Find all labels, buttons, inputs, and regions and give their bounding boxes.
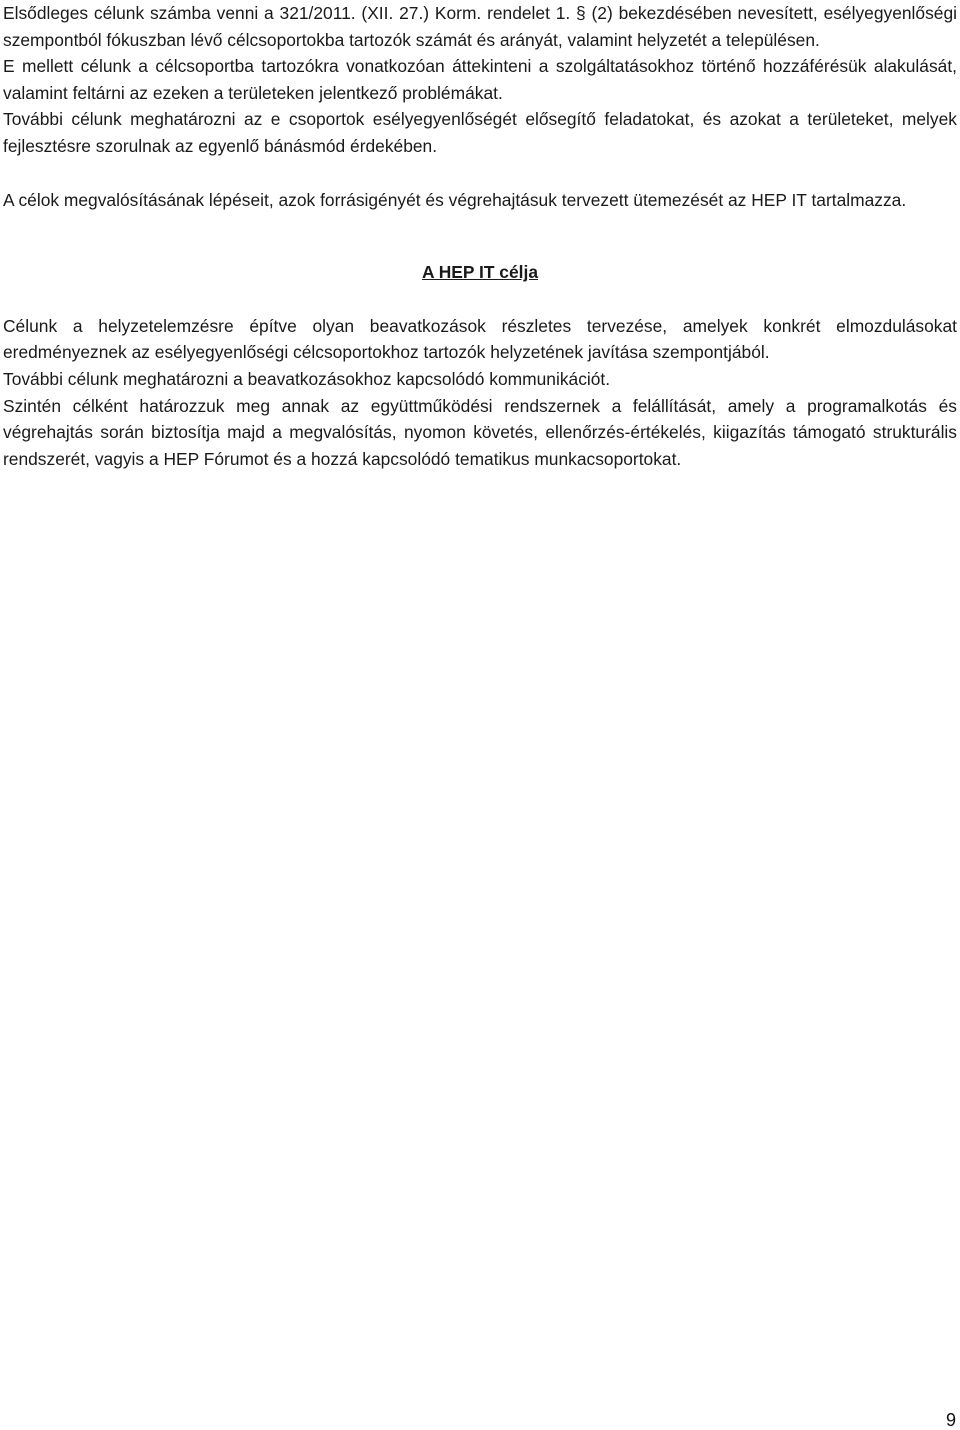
paragraph-communication: További célunk meghatározni a beavatkozásokhoz kapcsolódó kommunikációt. bbox=[3, 368, 611, 389]
spacer bbox=[3, 213, 957, 259]
paragraph-intervention-planning: Célunk a helyzetelemzésre építve olyan beavatkozások részletes tervezése, amelyek konkrét elmozdulásokat eredményeznek az esélyegyenlőségi célcsoportokhoz tartozók helyzetének javítása szempontjából. bbox=[3, 315, 957, 363]
spacer bbox=[3, 160, 957, 187]
section-title: A HEP IT célja bbox=[422, 262, 538, 283]
page-number: 9 bbox=[945, 1410, 956, 1430]
spacer bbox=[3, 286, 957, 313]
paragraph-cooperation-system: Szintén célként határozzuk meg annak az együttműködési rendszernek a felállítását, amely a programalkotás és végrehajtás során biztosítja majd a megvalósítás, nyomon követés, ellenőrzés-értékelés, kiigazítás támogató strukturális rendszerét, vagyis a HEP Fórumot és a hozzá kapcsolódó tematikus munkacsoportokat. bbox=[3, 395, 957, 469]
paragraph-further-goal: További célunk meghatározni az e csoportok esélyegyenlőségét elősegítő feladatokat, és azokat a területeket, melyek fejlesztésre szorulnak az egyenlő bánásmód érdekében. bbox=[3, 109, 957, 156]
paragraph-service-access: E mellett célunk a célcsoportba tartozókra vonatkozóan áttekinteni a szolgáltatásokhoz történő hozzáférésük alakulását, valamint feltárni az ezeken a területeken jelentkező problémákat. bbox=[3, 56, 957, 103]
document-page bbox=[3, 0, 957, 472]
paragraph-hep-it-contents: A célok megvalósításának lépéseit, azok forrásigényét és végrehajtásuk tervezett ütemezését az HEP IT tartalmazza. bbox=[3, 189, 907, 210]
paragraph-primary-goal: Elsődleges célunk számba venni a 321/2011. (XII. 27.) Korm. rendelet 1. § (2) bekezdésében nevesített, esélyegyenlőségi szempontból fókuszban lévő célcsoportokba tartozók számát és arányát, valamint helyzetét a településen. bbox=[3, 3, 957, 50]
